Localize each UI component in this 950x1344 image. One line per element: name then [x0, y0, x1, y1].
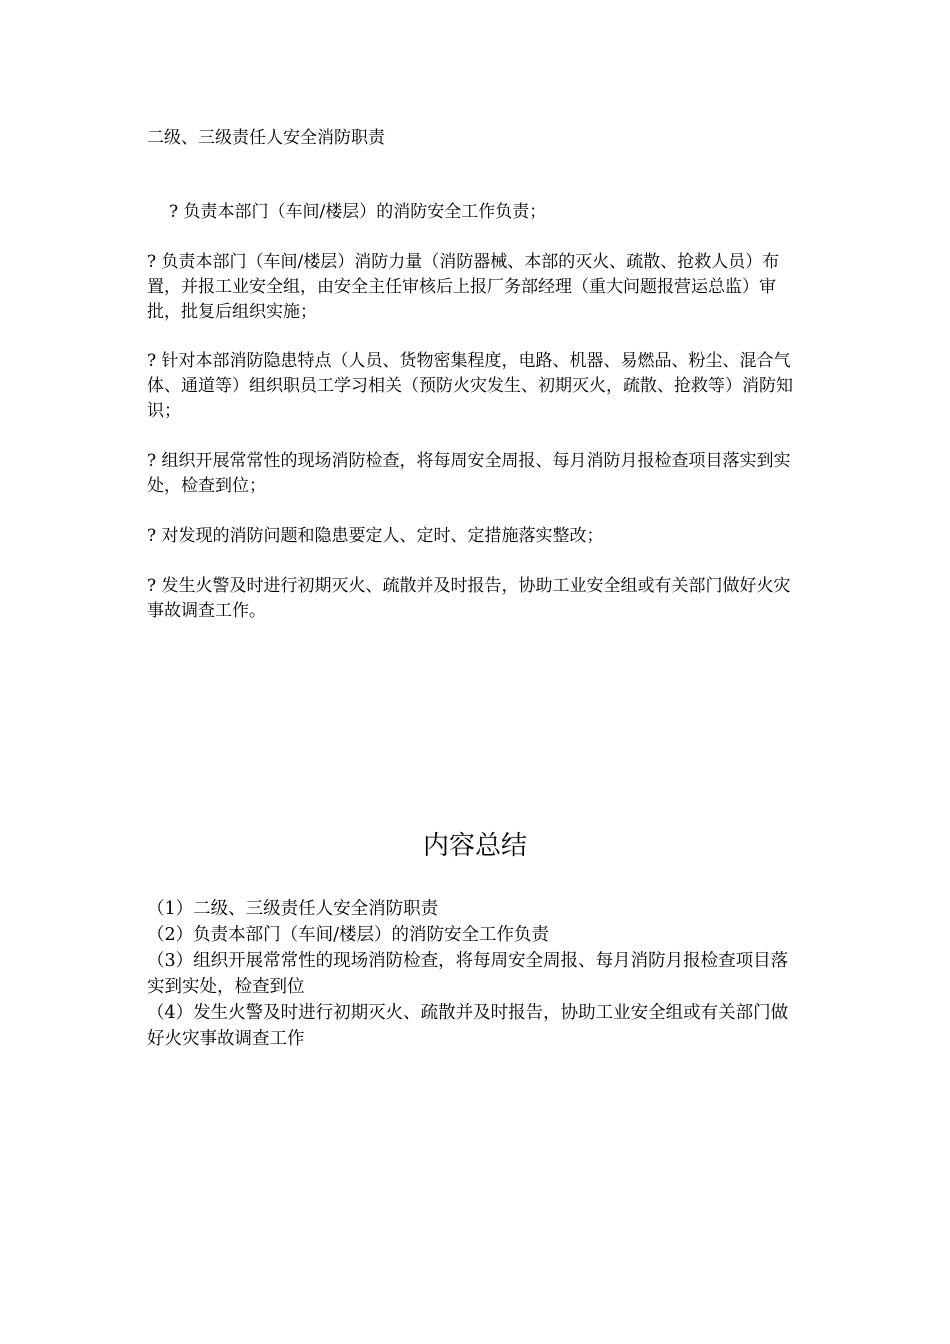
duty-item: ? 负责本部门（车间/楼层）的消防安全工作负责； [169, 202, 547, 222]
summary-line: （1）二级、三级责任人安全消防职责 [147, 899, 439, 919]
duty-item: ? 发生火警及时进行初期灭火、疏散并及时报告，协助工业安全组或有关部门做好火灾事故调查工作。 [147, 576, 791, 621]
duty-item: ? 针对本部消防隐患特点（人员、货物密集程度，电路、机器、易燃品、粉尘、混合气体、通道等）组织职员工学习相关（预防火灾发生、初期灭火，疏散、抢救等）消防知识； [147, 351, 793, 421]
summary-list [147, 896, 805, 1052]
summary-title: 内容总结 [422, 831, 527, 861]
duty-item: ? 对发现的消防问题和隐患要定人、定时、定措施落实整改； [147, 526, 604, 546]
document-heading: 二级、三级责任人安全消防职责 [147, 128, 385, 148]
summary-line: （2）负责本部门（车间/楼层）的消防安全工作负责 [147, 925, 550, 945]
duty-item: ? 组织开展常常性的现场消防检查，将每周安全周报、每月消防月报检查项目落实到实处，检查到位； [147, 451, 791, 496]
duty-item: ? 负责本部门（车间/楼层）消防力量（消防器械、本部的灭火、疏散、抢救人员）布置，并报工业安全组，由安全主任审核后上报厂务部经理（重大问题报营运总监）审批，批复后组织实施； [147, 252, 780, 322]
summary-line: （4）发生火警及时进行初期灭火、疏散并及时报告，协助工业安全组或有关部门做好火灾事故调查工作 [147, 1003, 789, 1049]
summary-line: （3）组织开展常常性的现场消防检查，将每周安全周报、每月消防月报检查项目落实到实处，检查到位 [147, 951, 789, 997]
